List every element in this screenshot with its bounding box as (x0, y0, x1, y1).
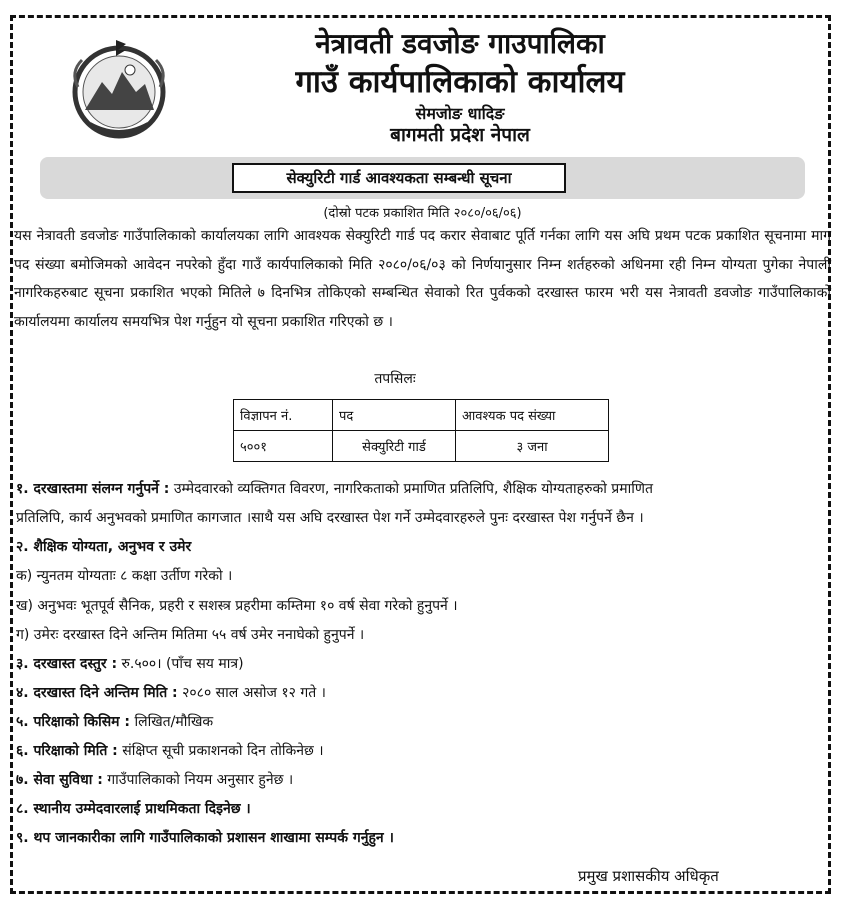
item-1-title: १. दरखास्तमा संलग्न गर्नुपर्ने : (16, 481, 170, 497)
item-1-continued: प्रतिलिपि, कार्य अनुभवको प्रमाणित कागजात ।साथै यस अघि दरखास्त पेश गर्ने उम्मेदवारहरुले पुनः दरखास्त पेश गर्नुपर्ने छैन । (16, 510, 644, 526)
office-address: सेमजोङ धादिङ (415, 104, 505, 123)
signature-title: प्रमुख प्रशासकीय अधिकृत (578, 867, 719, 885)
item-8: ८. स्थानीय उम्मेदवारलाई प्राथमिकता दिइनेछ । (16, 801, 251, 817)
item-2: २. शैक्षिक योग्यता, अनुभव र उमेर (16, 539, 192, 555)
details-label: तपसिलः (374, 371, 416, 387)
item-6-title: ६. परिक्षाको मिति : (16, 743, 118, 759)
item-5-title: ५. परिक्षाको किसिम : (16, 714, 131, 730)
item-5 (16, 712, 213, 731)
item-1-text: उम्मेदवारको व्यक्तिगत विवरण, नागरिकताको प्रमाणित प्रतिलिपि, शैक्षिक योग्यताहरुको प्रमाणित (169, 481, 653, 497)
item-1 (16, 479, 653, 498)
item-2a: क) न्युनतम योग्यताः ८ कक्षा उर्तीण गरेको । (16, 568, 233, 584)
item-4 (16, 683, 326, 702)
cell-post: सेक्युरिटी गार्ड (333, 431, 456, 462)
notice-paragraph (14, 222, 831, 336)
paragraph-line: निर्णयानुसार निम्न शर्तहरुको अधिनमा रही निम्न योग्यता पुगेका नेपाली नागरिकहरुबाट सूचना प्रकाशित भएको मितिले ७ (14, 256, 832, 301)
publication-date: (दोस्रो पटक प्रकाशित मिति २०८०/०६/०६) (323, 206, 522, 221)
item-7-text: गाउँपालिकाको नियम अनुसार हुनेछ । (102, 772, 294, 788)
cell-ad-number: ५००१ (234, 431, 333, 462)
paragraph-line: प्रथम पटक प्रकाशित सूचनामा माग पद संख्या बमोजिमको आवेदन नपरेको हुँदा गाउँ कार्यपालिकाको मिति २०८०/०६/०३ को (14, 228, 831, 273)
table-row (234, 431, 609, 462)
item-6-text: संक्षिप्त सूची प्रकाशनको दिन तोकिनेछ । (117, 743, 324, 759)
notice-title: सेक्युरिटी गार्ड आवश्यकता सम्बन्धी सूचना (232, 163, 566, 193)
item-6 (16, 741, 324, 760)
item-3 (16, 654, 244, 673)
paragraph-line: दिनभित्र तोकिएको सम्बन्धित सेवाको रित पुर्वकको दरखास्त फारम भरी यस नेत्रावती डवजोङ गाउँपालिकाको कार्यालयमा (14, 285, 831, 330)
item-2c: ग) उमेरः दरखास्त दिने अन्तिम मितिमा ५५ वर्ष उमेर ननाघेको हुनुपर्ने । (16, 627, 365, 643)
item-7-title: ७. सेवा सुविधा : (16, 772, 103, 788)
header-post: पद (333, 400, 456, 431)
item-3-title: ३. दरखास्त दस्तुर : (16, 656, 118, 672)
municipality-name: नेत्रावती डवजोङ गाउपालिका (315, 27, 605, 60)
paragraph-line: कार्यालय समयभित्र पेश गर्नुहुन यो सूचना प्रकाशित गरिएको छ । (74, 313, 393, 330)
cell-posts-required: ३ जना (456, 431, 609, 462)
office-header (200, 26, 720, 146)
item-2b: ख) अनुभवः भूतपूर्व सैनिक, प्रहरी र सशस्त्र प्रहरीमा कम्तिमा १० वर्ष सेवा गरेको हुनुपर्ने । (16, 598, 458, 614)
table-header-row (234, 400, 609, 431)
header-ad-number: विज्ञापन नं. (234, 400, 333, 431)
item-4-title: ४. दरखास्त दिने अन्तिम मिति : (16, 685, 178, 701)
item-4-text: २०८० साल असोज १२ गते । (177, 685, 326, 701)
item-5-text: लिखित/मौखिक (130, 714, 214, 730)
office-name: गाउँ कार्यपालिकाको कार्यालय (295, 64, 625, 100)
item-7 (16, 770, 293, 789)
nepal-emblem-icon (60, 32, 178, 142)
paragraph-line: यस नेत्रावती डवजोङ गाउँपालिकाको कार्यालयका लागि आवश्यक सेक्युरिटी गार्ड पद करार सेवाबाट पूर्ति गर्नका लागि यस अघि (14, 228, 650, 244)
item-9: ९. थप जानकारीका लागि गाउँपालिकाको प्रशासन शाखामा सम्पर्क गर्नुहुन । (16, 830, 394, 846)
item-3-text: रु.५००। (पाँच सय मात्र) (117, 656, 244, 672)
vacancy-table (233, 399, 609, 462)
province-name: बागमती प्रदेश नेपाल (390, 124, 530, 146)
header-posts-required: आवश्यक पद संख्या (456, 400, 609, 431)
